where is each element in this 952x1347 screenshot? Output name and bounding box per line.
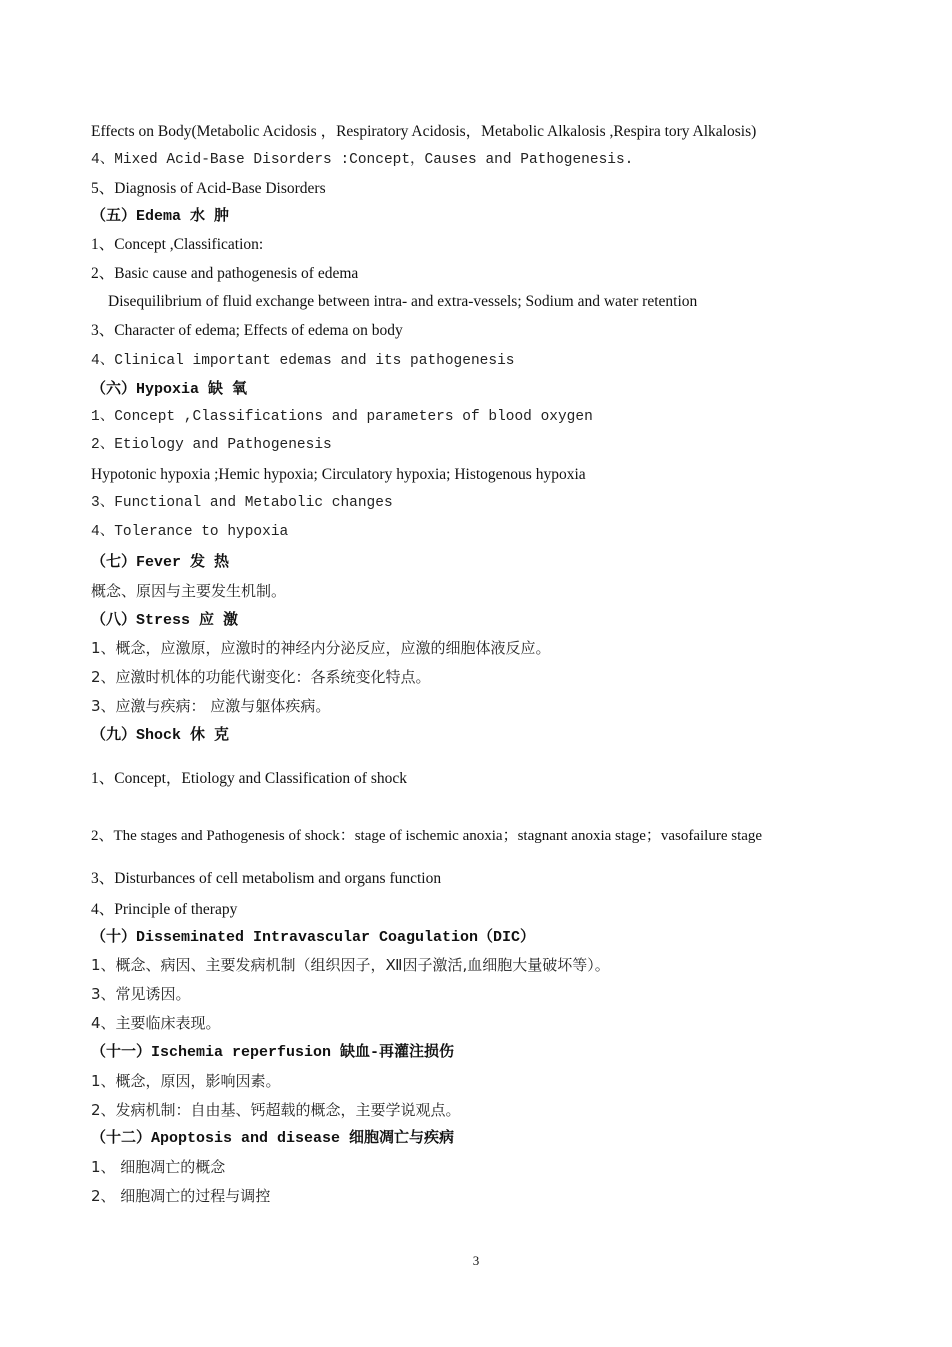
text-line-ischemia-2: 2、发病机制：自由基、钙超载的概念，主要学说观点。 — [91, 1101, 461, 1119]
section-heading-fever: （七）Fever 发 热 — [91, 554, 230, 571]
text-line-shock-stages: 2、The stages and Pathogenesis of shock：stage of ischemic anoxia；stagnant anoxia stage；vasofailure stage — [91, 828, 763, 844]
section-heading-stress: （八）Stress 应 激 — [91, 612, 239, 629]
text-line-hypoxia-tolerance: 4、Tolerance to hypoxia — [91, 524, 289, 540]
section-heading-edema: （五）Edema 水 肿 — [91, 208, 230, 225]
text-line-edema-cause: 2、Basic cause and pathogenesis of edema — [91, 265, 359, 282]
page-number: 3 — [472, 1253, 480, 1268]
text-line-stress-1: 1、概念，应激原，应激时的神经内分泌反应，应激的细胞体液反应。 — [91, 639, 551, 657]
text-line-hypoxia-types: Hypotonic hypoxia ;Hemic hypoxia; Circulatory hypoxia; Histogenous hypoxia — [91, 466, 586, 483]
text-line-edema-clinical: 4、Clinical important edemas and its pathogenesis — [91, 353, 515, 369]
section-heading-apoptosis: （十二）Apoptosis and disease 细胞凋亡与疾病 — [91, 1130, 455, 1147]
text-line-hypoxia-etiology: 2、Etiology and Pathogenesis — [91, 437, 332, 453]
section-heading-hypoxia: （六）Hypoxia 缺 氧 — [91, 381, 248, 398]
text-line-stress-3: 3、应激与疾病： 应激与躯体疾病。 — [91, 697, 331, 715]
text-line-edema-disequilibrium: Disequilibrium of fluid exchange between intra- and extra-vessels; Sodium and water retention — [108, 293, 698, 310]
section-heading-shock: （九）Shock 休 克 — [91, 727, 230, 744]
text-line-fever-concept: 概念、原因与主要发生机制。 — [91, 582, 287, 600]
text-line-hypoxia-concept: 1、Concept ,Classifications and parameters of blood oxygen — [91, 409, 593, 425]
text-line-apoptosis-1: 1、 细胞凋亡的概念 — [91, 1158, 226, 1176]
text-line-dic-1: 1、概念、病因、主要发病机制（组织因子，Ⅻ因子激活,血细胞大量破坏等）。 — [91, 956, 610, 974]
text-line-apoptosis-2: 2、 细胞凋亡的过程与调控 — [91, 1187, 271, 1205]
text-line-mixed-disorders: 4、Mixed Acid-Base Disorders :Concept，Causes and Pathogenesis. — [91, 152, 634, 168]
text-line-dic-4: 4、主要临床表现。 — [91, 1014, 221, 1032]
text-line-acid-base-effects: Effects on Body(Metabolic Acidosis ，Respiratory Acidosis，Metabolic Alkalosis ,Respira tory Alkalosis) — [91, 123, 757, 140]
text-line-ischemia-1: 1、概念，原因，影响因素。 — [91, 1072, 281, 1090]
text-line-dic-3: 3、常见诱因。 — [91, 985, 191, 1003]
text-line-shock-disturbances: 3、Disturbances of cell metabolism and organs function — [91, 870, 442, 887]
section-heading-ischemia: （十一）Ischemia reperfusion 缺血-再灌注损伤 — [91, 1044, 455, 1061]
text-line-stress-2: 2、应激时机体的功能代谢变化：各系统变化特点。 — [91, 668, 431, 686]
text-line-shock-concept: 1、Concept，Etiology and Classification of shock — [91, 770, 407, 787]
section-heading-dic: （十）Disseminated Intravascular Coagulation（DIC） — [91, 929, 536, 946]
text-line-edema-concept: 1、Concept ,Classification: — [91, 236, 264, 253]
text-line-hypoxia-changes: 3、Functional and Metabolic changes — [91, 495, 393, 511]
text-line-edema-character: 3、Character of edema; Effects of edema on body — [91, 322, 403, 339]
text-line-diagnosis: 5、Diagnosis of Acid-Base Disorders — [91, 180, 326, 197]
text-line-shock-therapy: 4、Principle of therapy — [91, 901, 238, 918]
